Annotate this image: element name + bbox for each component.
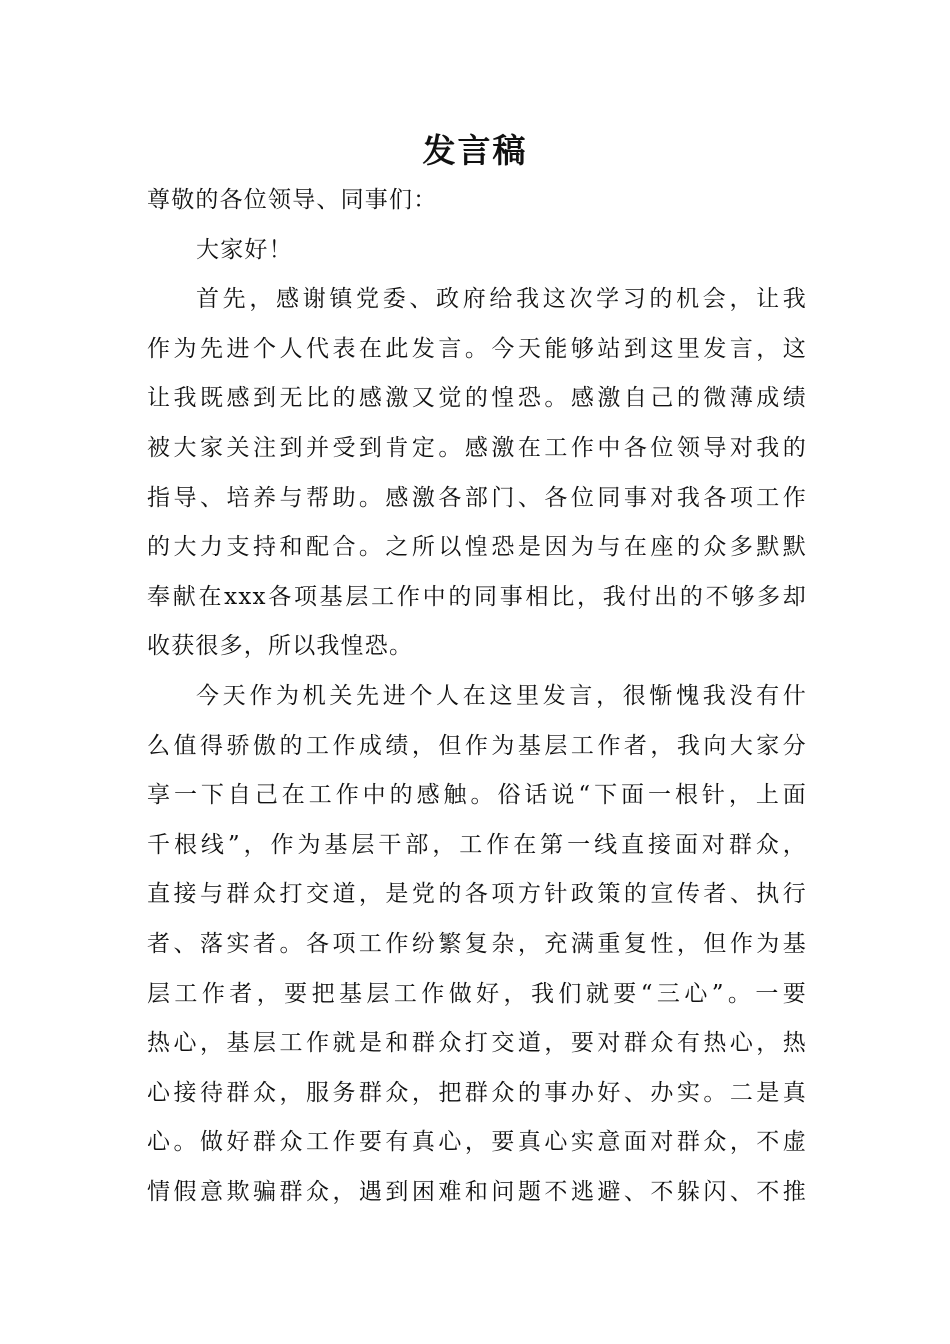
paragraph-line: 千根线”，作为基层干部，工作在第一线直接面对群众， [147,831,807,858]
paragraph-line: 么值得骄傲的工作成绩，但作为基层工作者，我向大家分 [147,732,807,759]
paragraph-line: 作为先进个人代表在此发言。今天能够站到这里发言，这 [147,335,807,362]
paragraph-line: 热心，基层工作就是和群众打交道，要对群众有热心，热 [147,1030,807,1057]
paragraph-line: 层工作者，要把基层工作做好，我们就要“三心”。一要 [147,980,807,1007]
paragraph-line: 心接待群众，服务群众，把群众的事办好、办实。二是真 [147,1079,807,1106]
paragraph-line: 心。做好群众工作要有真心，要真心实意面对群众，不虚 [147,1129,807,1156]
paragraph-line: 的大力支持和配合。之所以惶恐是因为与在座的众多默默 [147,534,807,561]
paragraph-line: 指导、培养与帮助。感激各部门、各位同事对我各项工作 [147,484,807,511]
paragraph-line: 让我既感到无比的感激又觉的惶恐。感激自己的微薄成绩 [147,385,807,412]
paragraph-line: 奉献在xxx各项基层工作中的同事相比，我付出的不够多却 [147,583,807,610]
greeting-line: 大家好！ [196,236,293,263]
paragraph-line: 被大家关注到并受到肯定。感激在工作中各位领导对我的 [147,434,807,461]
paragraph-line: 享一下自己在工作中的感触。俗话说“下面一根针，上面 [147,782,807,809]
paragraph-line: 者、落实者。各项工作纷繁复杂，充满重复性，但作为基 [147,930,807,957]
document-title: 发言稿 [422,131,528,170]
paragraph-line: 收获很多，所以我惶恐。 [147,633,414,660]
salutation-line: 尊敬的各位领导、同事们： [147,187,438,213]
paragraph-line: 首先，感谢镇党委、政府给我这次学习的机会，让我 [196,286,807,313]
paragraph-line: 情假意欺骗群众，遇到困难和问题不逃避、不躲闪、不推 [147,1178,807,1205]
document-body [147,176,807,1217]
paragraph-line: 今天作为机关先进个人在这里发言，很惭愧我没有什 [196,682,807,709]
paragraph-line: 直接与群众打交道，是党的各项方针政策的宣传者、执行 [147,881,807,908]
